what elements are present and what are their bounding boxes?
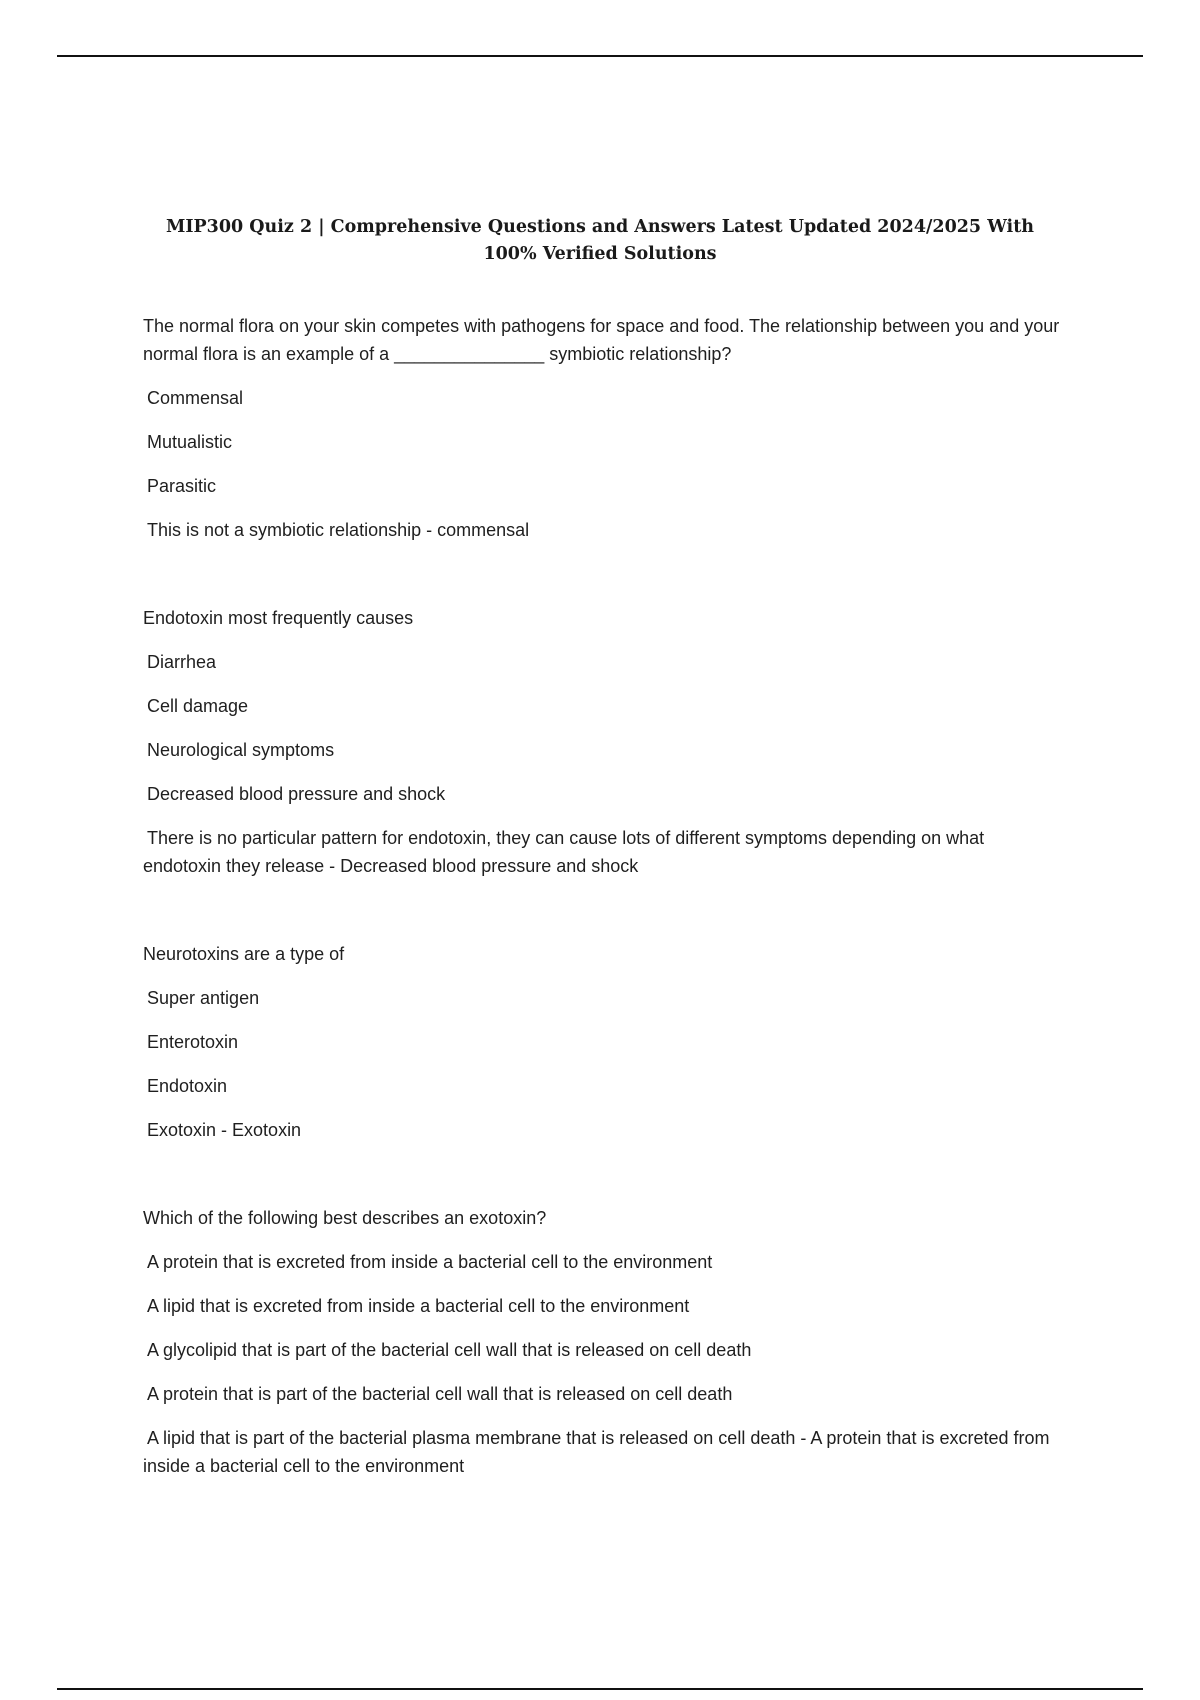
answer-option: Neurological symptoms	[147, 740, 335, 760]
quiz-content	[143, 312, 1063, 1496]
answer-option: A lipid that is part of the bacterial plasma membrane that is released on cell death - A protein that is excreted from inside a bacterial cell to the environment	[143, 1428, 1050, 1476]
answer-option: A lipid that is excreted from inside a bacterial cell to the environment	[147, 1296, 690, 1316]
question-2	[143, 604, 1063, 880]
question-text: The normal flora on your skin competes with pathogens for space and food. The relationship between you and your normal flora is an example of a _______________ symbiotic relationship?	[143, 316, 1060, 364]
answer-option: A protein that is excreted from inside a bacterial cell to the environment	[147, 1252, 713, 1272]
top-rule	[57, 55, 1143, 57]
answer-option: This is not a symbiotic relationship - commensal	[147, 520, 530, 540]
answer-option: A glycolipid that is part of the bacterial cell wall that is released on cell death	[147, 1340, 752, 1360]
answer-option: Exotoxin - Exotoxin	[147, 1120, 302, 1140]
answer-option: Decreased blood pressure and shock	[147, 784, 446, 804]
question-text: Which of the following best describes an exotoxin?	[143, 1208, 547, 1228]
question-3	[143, 940, 1063, 1144]
question-text: Endotoxin most frequently causes	[143, 608, 414, 628]
document-title: MIP300 Quiz 2 | Comprehensive Questions and Answers Latest Updated 2024/2025 With 100% Verified Solutions	[165, 217, 1035, 264]
answer-option: Endotoxin	[147, 1076, 228, 1096]
answer-option: Mutualistic	[147, 432, 233, 452]
spacer	[143, 560, 1063, 604]
answer-option: Super antigen	[147, 988, 260, 1008]
answer-option: Diarrhea	[147, 652, 217, 672]
answer-option: Cell damage	[147, 696, 249, 716]
bottom-rule	[57, 1688, 1143, 1690]
question-4	[143, 1204, 1063, 1480]
answer-option: Commensal	[147, 388, 244, 408]
answer-option: Enterotoxin	[147, 1032, 239, 1052]
spacer	[143, 896, 1063, 940]
answer-option: Parasitic	[147, 476, 217, 496]
question-1	[143, 312, 1063, 544]
spacer	[143, 1160, 1063, 1204]
question-text: Neurotoxins are a type of	[143, 944, 345, 964]
answer-option: A protein that is part of the bacterial cell wall that is released on cell death	[147, 1384, 733, 1404]
answer-option: There is no particular pattern for endotoxin, they can cause lots of different symptoms depending on what endotoxin they release - Decreased blood pressure and shock	[143, 828, 985, 876]
